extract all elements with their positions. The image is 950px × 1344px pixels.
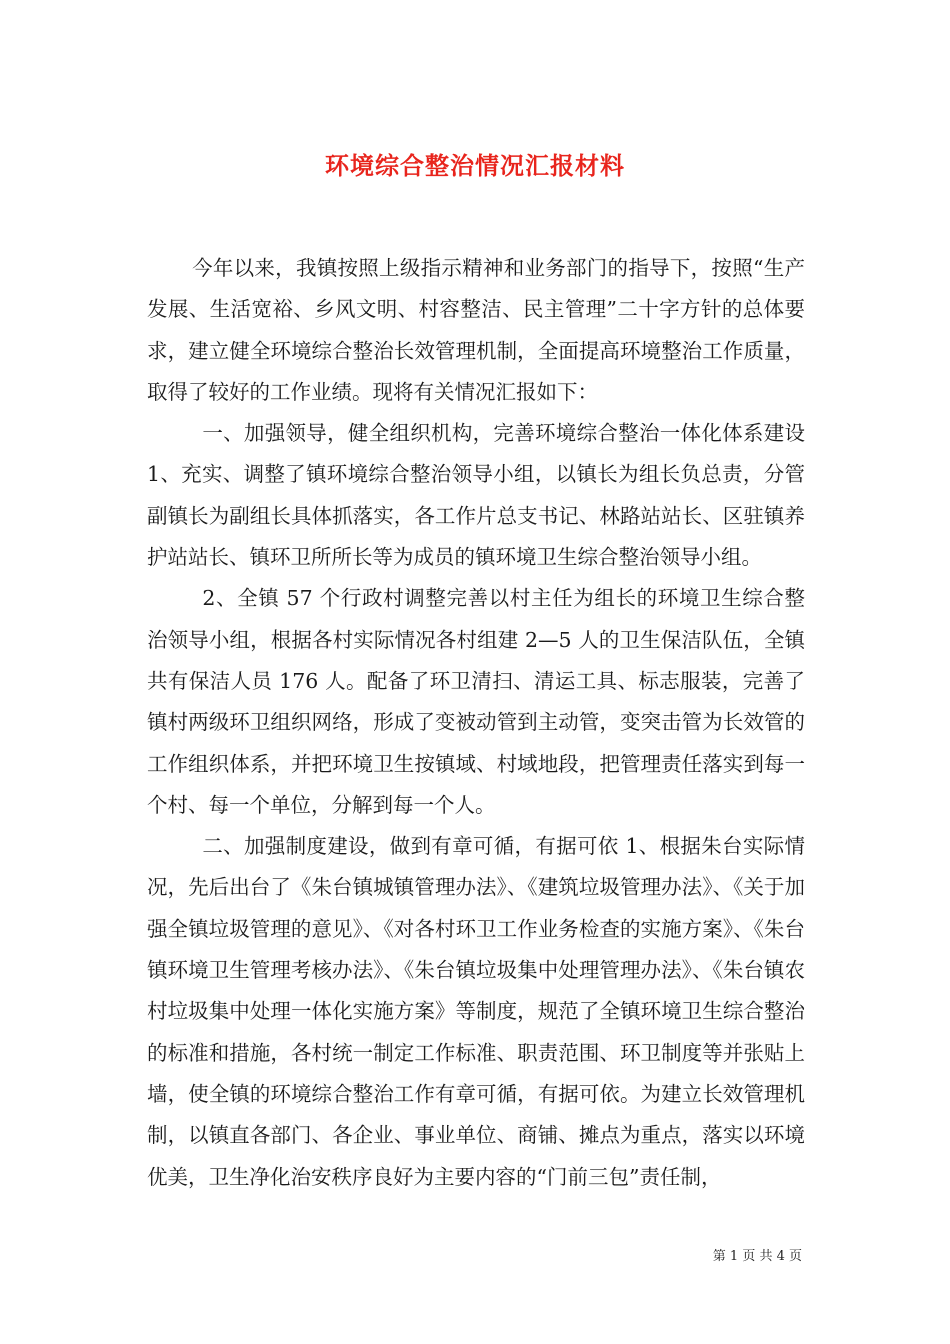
body-paragraph: 一、加强领导，健全组织机构，完善环境综合整治一体化体系建设 1、充实、调整了镇环境综合整治领导小组，以镇长为组长负总责，分管副镇长为副组长具体抓落实，各工作片总支书记、林路站站长、区驻镇养护站站长、镇环卫所所长等为成员的镇环境卫生综合整治领导小组。 [147,421,805,570]
document-title: 环境综合整治情况汇报材料 [325,151,625,181]
page-number: 第 1 页 共 4 页 [712,1249,802,1264]
body-paragraph: 2、全镇 57 个行政村调整完善以村主任为组长的环境卫生综合整治领导小组，根据各村实际情况各村组建 2—5 人的卫生保洁队伍，全镇共有保洁人员 176 人。配备了环卫清扫、清运工具、标志服装，完善了镇村两级环卫组织网络，形成了变被动管到主动管，变突击管为长效管的工作组织体系，并把环境卫生按镇域、村域地段，把管理责任落实到每一个村、每一个单位，分解到每一个人。 [147,586,805,817]
document-body [147,248,805,1198]
body-paragraph: 今年以来，我镇按照上级指示精神和业务部门的指导下，按照“生产发展、生活宽裕、乡风文明、村容整洁、民主管理”二十字方针的总体要求，建立健全环境综合整治长效管理机制，全面提高环境整治工作质量，取得了较好的工作业绩。现将有关情况汇报如下： [147,256,805,404]
body-paragraph: 二、加强制度建设，做到有章可循，有据可依 1、根据朱台实际情况，先后出台了《朱台镇城镇管理办法》、《建筑垃圾管理办法》、《关于加强全镇垃圾管理的意见》、《对各村环卫工作业务检查的实施方案》、《朱台镇环境卫生管理考核办法》、《朱台镇垃圾集中处理管理办法》、《朱台镇农村垃圾集中处理一体化实施方案》等制度，规范了全镇环境卫生综合整治的标准和措施，各村统一制定工作标准、职责范围、环卫制度等并张贴上墙，使全镇的环境综合整治工作有章可循，有据可依。为建立长效管理机制，以镇直各部门、各企业、事业单位、商铺、摊点为重点，落实以环境优美，卫生净化治安秩序良好为主要内容的“门前三包”责任制， [147,834,805,1189]
